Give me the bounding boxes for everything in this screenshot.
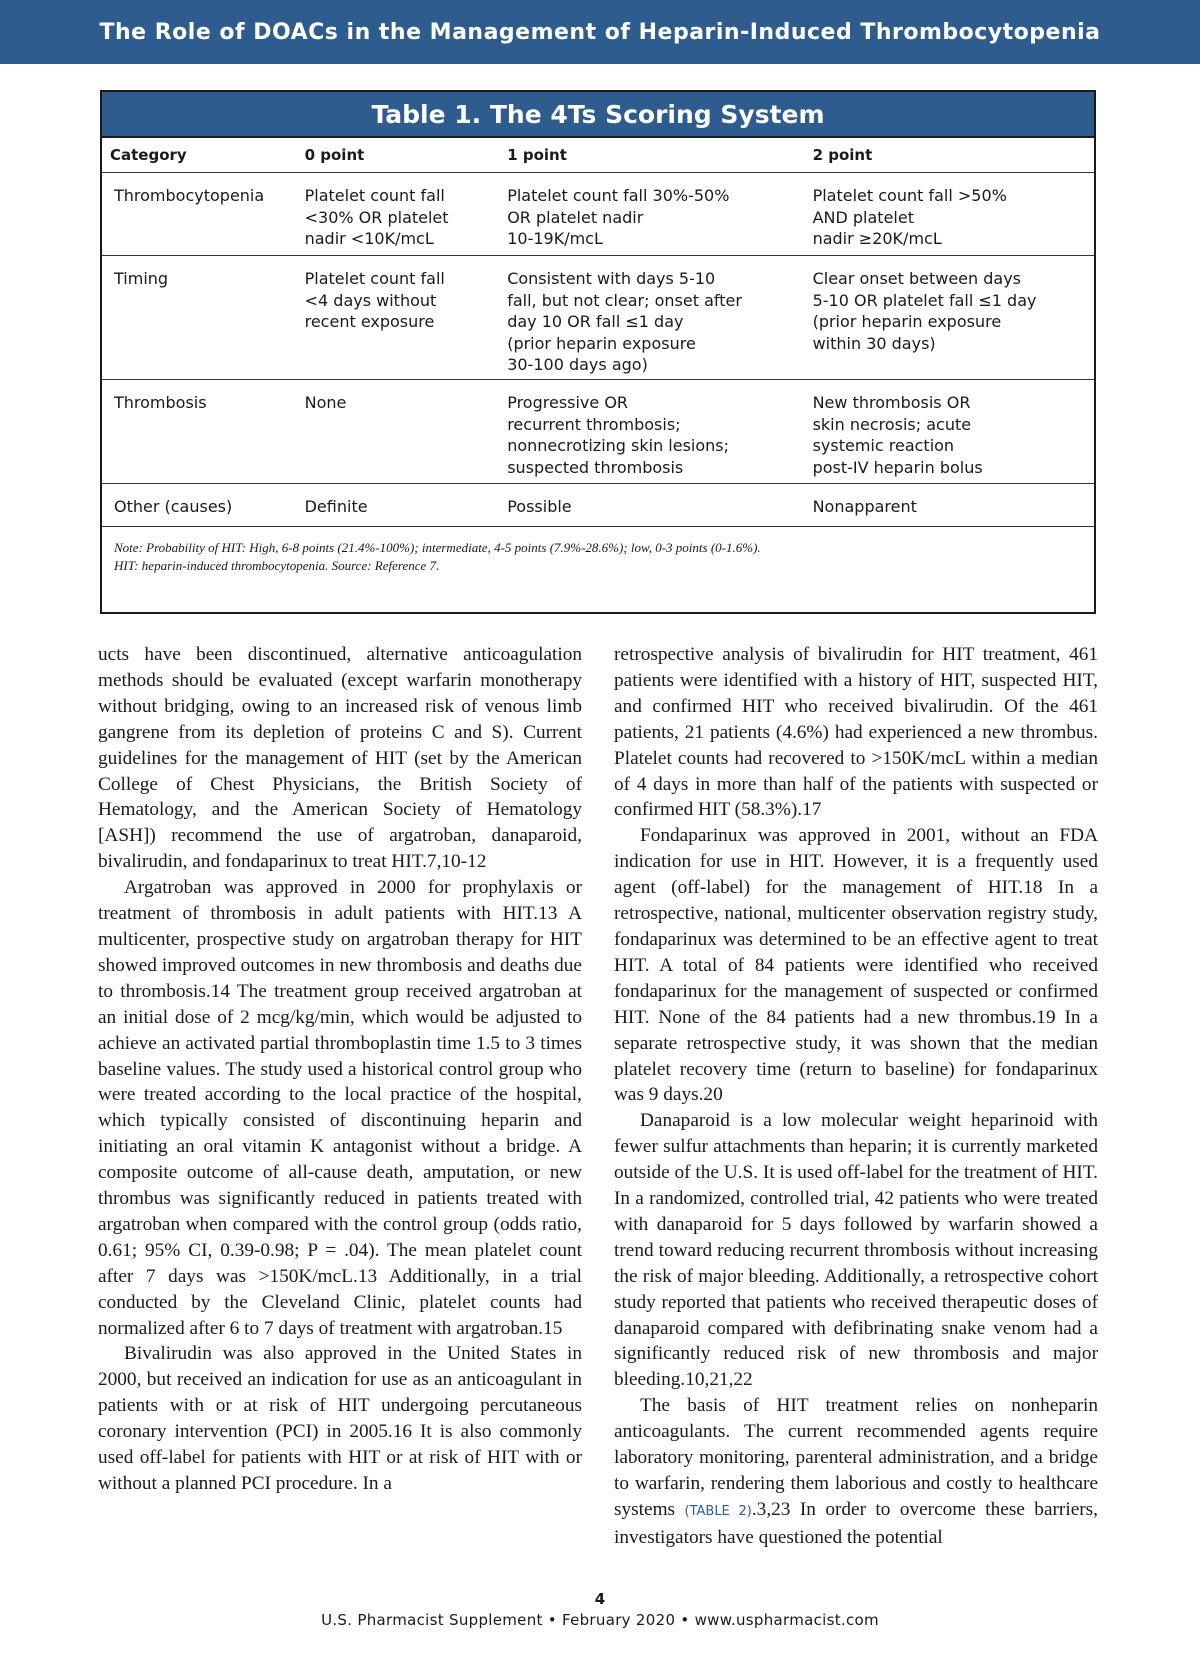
paragraph: Danaparoid is a low molecular weight heparinoid with fewer sulfur attachments than heparin; it is currently marketed outside of the U.S. It is used off-label for the treatment of HIT. In a randomized, controlled trial, 42 patients who were treated with danaparoid for 5 days followed by warfarin showed a trend toward reducing recurrent thrombosis without increasing the risk of major bleeding. Additionally, a retrospective cohort study reported that patients who received therapeutic doses of danaparoid compared with defibrinating snake venom had a significantly reduced risk of new thrombosis and major bleeding.10,21,22 <box>614 1110 1098 1391</box>
cell-1-point: Consistent with days 5-10 fall, but not clear; onset after day 10 OR fall ≤1 day (prior heparin exposure 30-100 days ago) <box>507 269 742 374</box>
cell-1-point: Platelet count fall 30%-50% OR platelet nadir 10-19K/mcL <box>507 186 730 248</box>
table-row-other-causes <box>102 484 1094 527</box>
table-header-row <box>102 138 1094 173</box>
body-column-right <box>614 642 1098 1551</box>
table-row-timing <box>102 256 1094 380</box>
col-header-1-point: 1 point <box>507 146 567 164</box>
cell-2-point: Nonapparent <box>812 497 917 516</box>
cell-1-point: Possible <box>507 497 572 516</box>
running-header: The Role of DOACs in the Management of Heparin-Induced Thrombocytopenia <box>0 0 1200 64</box>
cell-2-point: Clear onset between days 5-10 OR platelet fall ≤1 day (prior heparin exposure within 30 days) <box>812 269 1037 353</box>
paragraph: retrospective analysis of bivalirudin for HIT treatment, 461 patients were identified with a history of HIT, suspected HIT, and confirmed HIT who received bivalirudin. Of the 461 patients, 21 patients (4.6%) had experienced a new thrombus. Platelet counts had recovered to >150K/mcL within a median of 4 days in more than half of the patients with suspected or confirmed HIT (58.3%).17 <box>614 644 1098 821</box>
row-category: Thrombocytopenia <box>114 186 265 205</box>
table-row-thrombosis <box>102 380 1094 484</box>
table-title: Table 1. The 4Ts Scoring System <box>102 92 1094 138</box>
cell-0-point: None <box>304 393 347 412</box>
cell-0-point: Platelet count fall <4 days without recent exposure <box>304 269 445 331</box>
row-category: Timing <box>114 269 169 288</box>
paragraph: ucts have been discontinued, alternative anticoagulation methods should be evaluated (except warfarin monotherapy without bridging, owing to an increased risk of venous limb gangrene from its depletion of proteins C and S). Current guidelines for the management of HIT (set by the American College of Chest Physicians, the British Society of Hematology, and the American Society of Hematology [ASH]) recommend the use of argatroban, danaparoid, bivalirudin, and fondaparinux to treat HIT.7,10-12 <box>98 644 582 873</box>
row-category: Other (causes) <box>114 497 233 516</box>
running-footer: U.S. Pharmacist Supplement • February 2020 • www.uspharmacist.com <box>321 1611 879 1629</box>
cell-0-point: Platelet count fall <30% OR platelet nadir <10K/mcL <box>304 186 449 248</box>
row-category: Thrombosis <box>114 393 207 412</box>
table-note: Note: Probability of HIT: High, 6-8 points (21.4%-100%); intermediate, 4-5 points (7.9%-28.6%); low, 0-3 points (0-1.6%). HIT: heparin-induced thrombocytopenia. Source: Reference 7. <box>114 540 761 573</box>
body-column-left <box>98 642 582 1497</box>
table-row-thrombocytopenia <box>102 173 1094 256</box>
col-header-0-point: 0 point <box>304 146 365 164</box>
paragraph: Argatroban was approved in 2000 for prophylaxis or treatment of thrombosis in adult patients with HIT.13 A multicenter, prospective study on argatroban therapy for HIT showed improved outcomes in new thrombosis and deaths due to thrombosis.14 The treatment group received argatroban at an initial dose of 2 mcg/kg/min, which would be adjusted to achieve an activated partial thromboplastin time 1.5 to 3 times baseline values. The study used a historical control group who were treated according to the local practice of the hospital, which typically consisted of discontinuing heparin and initiating an oral vitamin K antagonist without a bridge. A composite outcome of all-cause death, amputation, or new thrombus was significantly reduced in patients treated with argatroban when compared with the control group (odds ratio, 0.61; 95% CI, 0.39-0.98; P = .04). The mean platelet count after 7 days was >150K/mcL.13 Additionally, in a trial conducted by the Cleveland Clinic, platelet counts had normalized after 6 to 7 days of treatment with argatroban.15 <box>98 877 582 1339</box>
table-2-link[interactable]: (TABLE 2) <box>684 1503 752 1519</box>
table-4ts <box>100 90 1096 614</box>
cell-2-point: New thrombosis OR skin necrosis; acute systemic reaction post-IV heparin bolus <box>812 393 983 477</box>
col-header-category: Category <box>110 146 187 164</box>
cell-0-point: Definite <box>304 497 368 516</box>
paragraph: The basis of HIT treatment relies on nonheparin anticoagulants. The current recommended agents require laboratory monitoring, parenteral administration, and a bridge to warfarin, rendering them laborious and costly to healthcare systems (TABLE 2).3,23 In order to overcome these barriers, investigators have questioned the potential <box>614 1395 1099 1548</box>
cell-1-point: Progressive OR recurrent thrombosis; nonnecrotizing skin lesions; suspected thrombosis <box>507 393 730 477</box>
paragraph: Bivalirudin was also approved in the United States in 2000, but received an indication for use as an anticoagulant in patients with or at risk of HIT undergoing percutaneous coronary intervention (PCI) in 2005.16 It is also commonly used off-label for patients with HIT or at risk of HIT with or without a planned PCI procedure. In a <box>98 1343 582 1494</box>
page-number: 4 <box>594 1590 606 1608</box>
col-header-2-point: 2 point <box>812 146 873 164</box>
paragraph: Fondaparinux was approved in 2001, without an FDA indication for use in HIT. However, it is a frequently used agent (off-label) for the management of HIT.18 In a retrospective, national, multicenter observation registry study, fondaparinux was determined to be an effective agent to treat HIT. A total of 84 patients were identified who received fondaparinux for the management of suspected or confirmed HIT. None of the 84 patients had a new thrombus.19 In a separate retrospective study, it was shown that the median platelet recovery time (return to baseline) for fondaparinux was 9 days.20 <box>614 825 1098 1106</box>
cell-2-point: Platelet count fall >50% AND platelet nadir ≥20K/mcL <box>812 186 1007 248</box>
